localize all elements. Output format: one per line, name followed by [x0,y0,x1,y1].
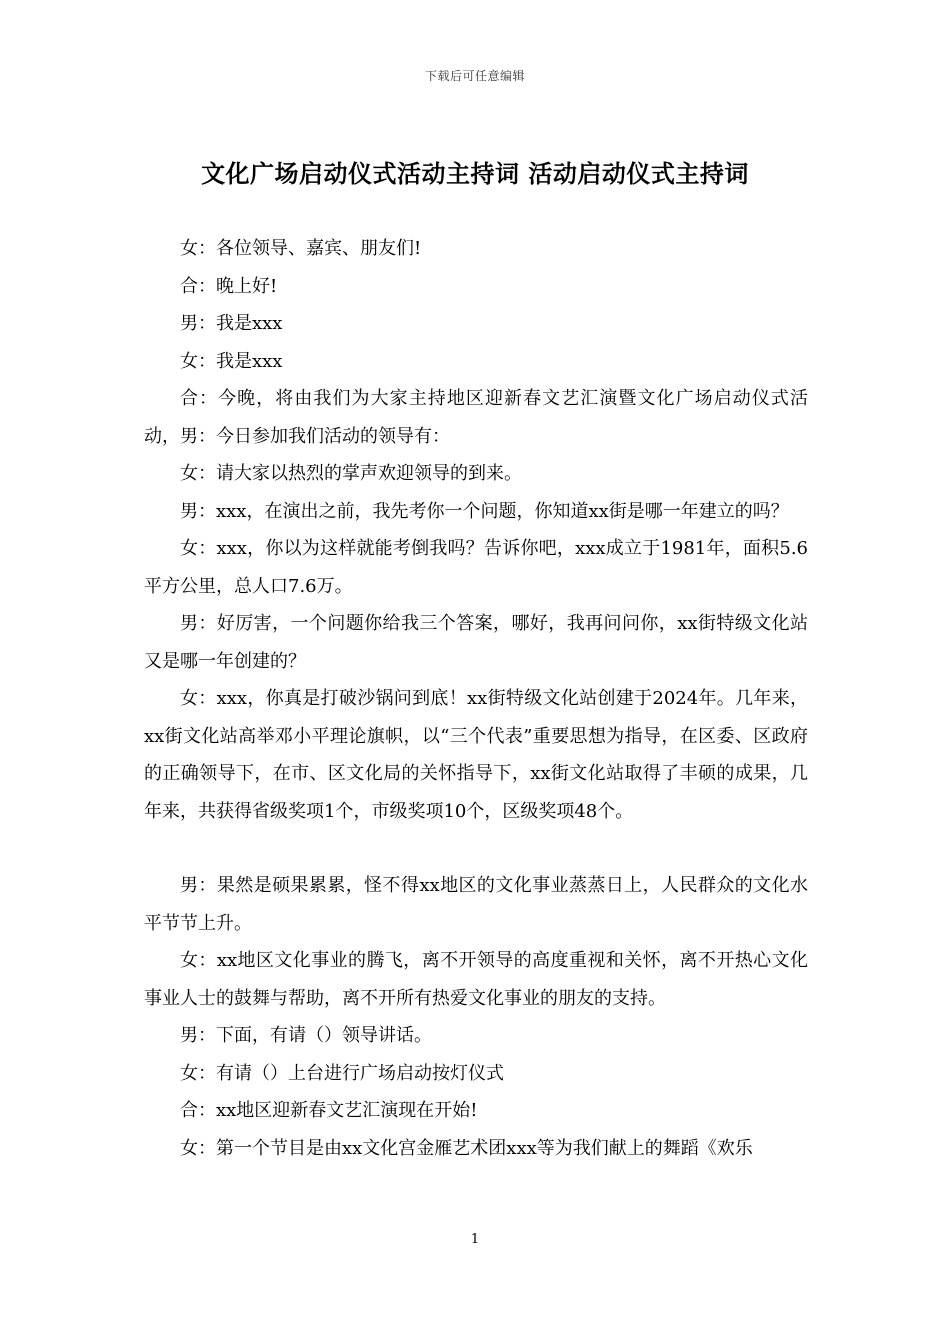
document-title: 文化广场启动仪式活动主持词 活动启动仪式主持词 [201,159,749,188]
paragraph: 女：第一个节目是由xx文化宫金雁艺术团xxx等为我们献上的舞蹈《欢乐 [180,1137,753,1159]
paragraph: 男：我是xxx [180,313,283,334]
paragraph: 合：晚上好! [180,275,278,297]
paragraph: 女：各位领导、嘉宾、朋友们! [180,238,422,259]
page-number: 1 [470,1232,480,1247]
document-body [144,230,808,1167]
paragraph: 男：好厉害，一个问题你给我三个答案，哪好，我再问问你，xx街特级文化站又是哪一年创建的？ [144,613,808,672]
paragraph: 女：xx地区文化事业的腾飞，离不开领导的高度重视和关怀，离不开热心文化事业人士的鼓舞与帮助，离不开所有热爱文化事业的朋友的支持。 [144,950,808,1009]
paragraph: 女：xxx，你真是打破沙锅问到底！xx街特级文化站创建于2024年。几年来，xx街文化站高举邓小平理论旗帜，以“三个代表”重要思想为指导，在区委、区政府的正确领导下，在市、区文化局的关怀指导下，xx街文化站取得了丰硕的成果，几年来，共获得省级奖项1个，市级奖项10个，区级奖项48个。 [144,688,808,822]
paragraph: 合：今晚，将由我们为大家主持地区迎新春文艺汇演暨文化广场启动仪式活动，男：今日参加我们活动的领导有： [144,388,808,447]
paragraph: 女：有请（）上台进行广场启动按灯仪式 [180,1062,504,1084]
paragraph: 男：果然是硕果累累，怪不得xx地区的文化事业蒸蒸日上，人民群众的文化水平节节上升。 [144,875,808,934]
paragraph: 女：我是xxx [180,350,283,372]
paragraph: 女：请大家以热烈的掌声欢迎领导的到来。 [180,463,522,484]
paragraph: 合：xx地区迎新春文艺汇演现在开始! [180,1100,478,1121]
paragraph: 女：xxx，你以为这样就能考倒我吗？告诉你吧，xxx成立于1981年，面积5.6平方公里，总人口7.6万。 [144,538,808,597]
header-note: 下载后可任意编辑 [424,69,525,83]
paragraph: 男：下面，有请（）领导讲话。 [180,1025,432,1046]
paragraph: 男：xxx，在演出之前，我先考你一个问题，你知道xx街是哪一年建立的吗？ [180,500,789,522]
